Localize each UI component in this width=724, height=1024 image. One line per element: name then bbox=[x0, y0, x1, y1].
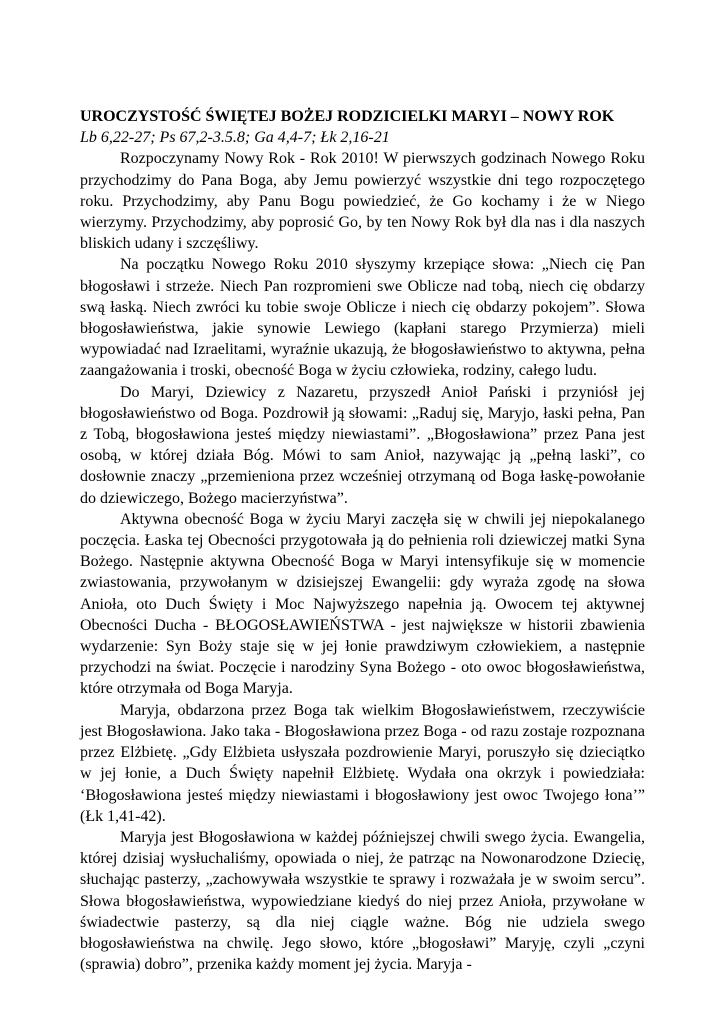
paragraph-6: Maryja jest Błogosławiona w każdej późniejszej chwili swego życia. Ewangelia, której dzisiaj wysłuchaliśmy, opowiada o niej, że patrząc na Nowonarodzone Dziecię, słuchając pasterzy, „zachowywała wszystkie te sprawy i rozważała je w swoim sercu”. Słowa błogosławieństwa, wypowiedziane kiedyś do niej przez Anioła, przywołane w świadectwie pasterzy, są dla niej ciągle ważne. Bóg nie udziela swego błogosławieństwa na chwilę. Jego słowo, które „błogosławi” Maryję, czyli „czyni (sprawia) dobro”, przenika każdy moment jej życia. Maryja - bbox=[80, 828, 645, 974]
paragraph-2: Na początku Nowego Roku 2010 słyszymy krzepiące słowa: „Niech cię Pan błogosławi i strzeże. Niech Pan rozpromieni swe Oblicze nad tobą, niech cię obdarzy swą łaską. Niech zwróci ku tobie swoje Oblicze i niech cię obdarzy pokojem”. Słowa błogosławieństwa, jakie synowie Lewiego (kapłani starego Przymierza) mieli wypowiadać nad Izraelitami, wyraźnie ukazują, że błogosławieństwo to aktywna, pełna zaangażowania i troski, obecność Boga w życiu człowieka, rodziny, całego ludu. bbox=[80, 256, 645, 380]
document-page bbox=[80, 106, 645, 975]
paragraph-3: Do Maryi, Dziewicy z Nazaretu, przyszedł Anioł Pański i przyniósł jej błogosławieństwo od Boga. Pozdrowił ją słowami: „Raduj się, Maryjo, łaski pełna, Pan z Tobą, błogosławiona jesteś między niewiastami”. „Błogosławiona” przez Pana jest osobą, w której działa Bóg. Mówi to sam Anioł, nazywając ją „pełną laski”, co dosłownie znaczy „przemieniona przez wcześniej otrzymaną od Boga łaskę-powołanie do dziewiczego, Bożego macierzyństwa”. bbox=[80, 383, 645, 507]
document-title: UROCZYSTOŚĆ ŚWIĘTEJ BOŻEJ RODZICIELKI MARYI – NOWY ROK bbox=[80, 108, 615, 125]
paragraph-4: Aktywna obecność Boga w życiu Maryi zaczęła się w chwili jej niepokalanego poczęcia. Łaska tej Obecności przygotowała ją do pełnienia roli dziewiczej matki Syna Bożego. Następnie aktywna Obecność Boga w Maryi intensyfikuje się w momencie zwiastowania, przywołanym w dzisiejszej Ewangelii: gdy wyraża zgodę na słowa Anioła, oto Duch Święty i Moc Najwyższego napełnia ją. Owocem tej aktywnej Obecności Ducha - BŁOGOSŁAWIEŃSTWA - jest największe w historii zbawienia wydarzenie: Syn Boży staje się w jej łonie prawdziwym człowiekiem, a następnie przychodzi na świat. Poczęcie i narodziny Syna Bożego - oto owoc błogosławieństwa, które otrzymała od Boga Maryja. bbox=[80, 510, 645, 698]
scripture-readings: Lb 6,22-27; Ps 67,2-3.5.8; Ga 4,4-7; Łk 2,16-21 bbox=[80, 129, 390, 147]
paragraph-1: Rozpoczynamy Nowy Rok - Rok 2010! W pierwszych godzinach Nowego Roku przychodzimy do Pana Boga, aby Jemu powierzyć wszystkie dni tego rozpoczętego roku. Przychodzimy, aby Panu Bogu powiedzieć, że Go kochamy i że w Niego wierzymy. Przychodzimy, aby poprosić Go, by ten Nowy Rok był dla nas i dla naszych bliskich udany i szczęśliwy. bbox=[80, 150, 645, 253]
paragraph-5: Maryja, obdarzona przez Boga tak wielkim Błogosławieństwem, rzeczywiście jest Błogosławiona. Jako taka - Błogosławiona przez Boga - od razu zostaje rozpoznana przez Elżbietę. „Gdy Elżbieta usłyszała pozdrowienie Maryi, poruszyło się dzieciątko w jej łonie, a Duch Święty napełnił Elżbietę. Wydała ona okrzyk i powiedziała: ‘Błogosławiona jesteś między niewiastami i błogosławiony jest owoc Twojego łona’” (Łk 1,41-42). bbox=[80, 701, 645, 825]
